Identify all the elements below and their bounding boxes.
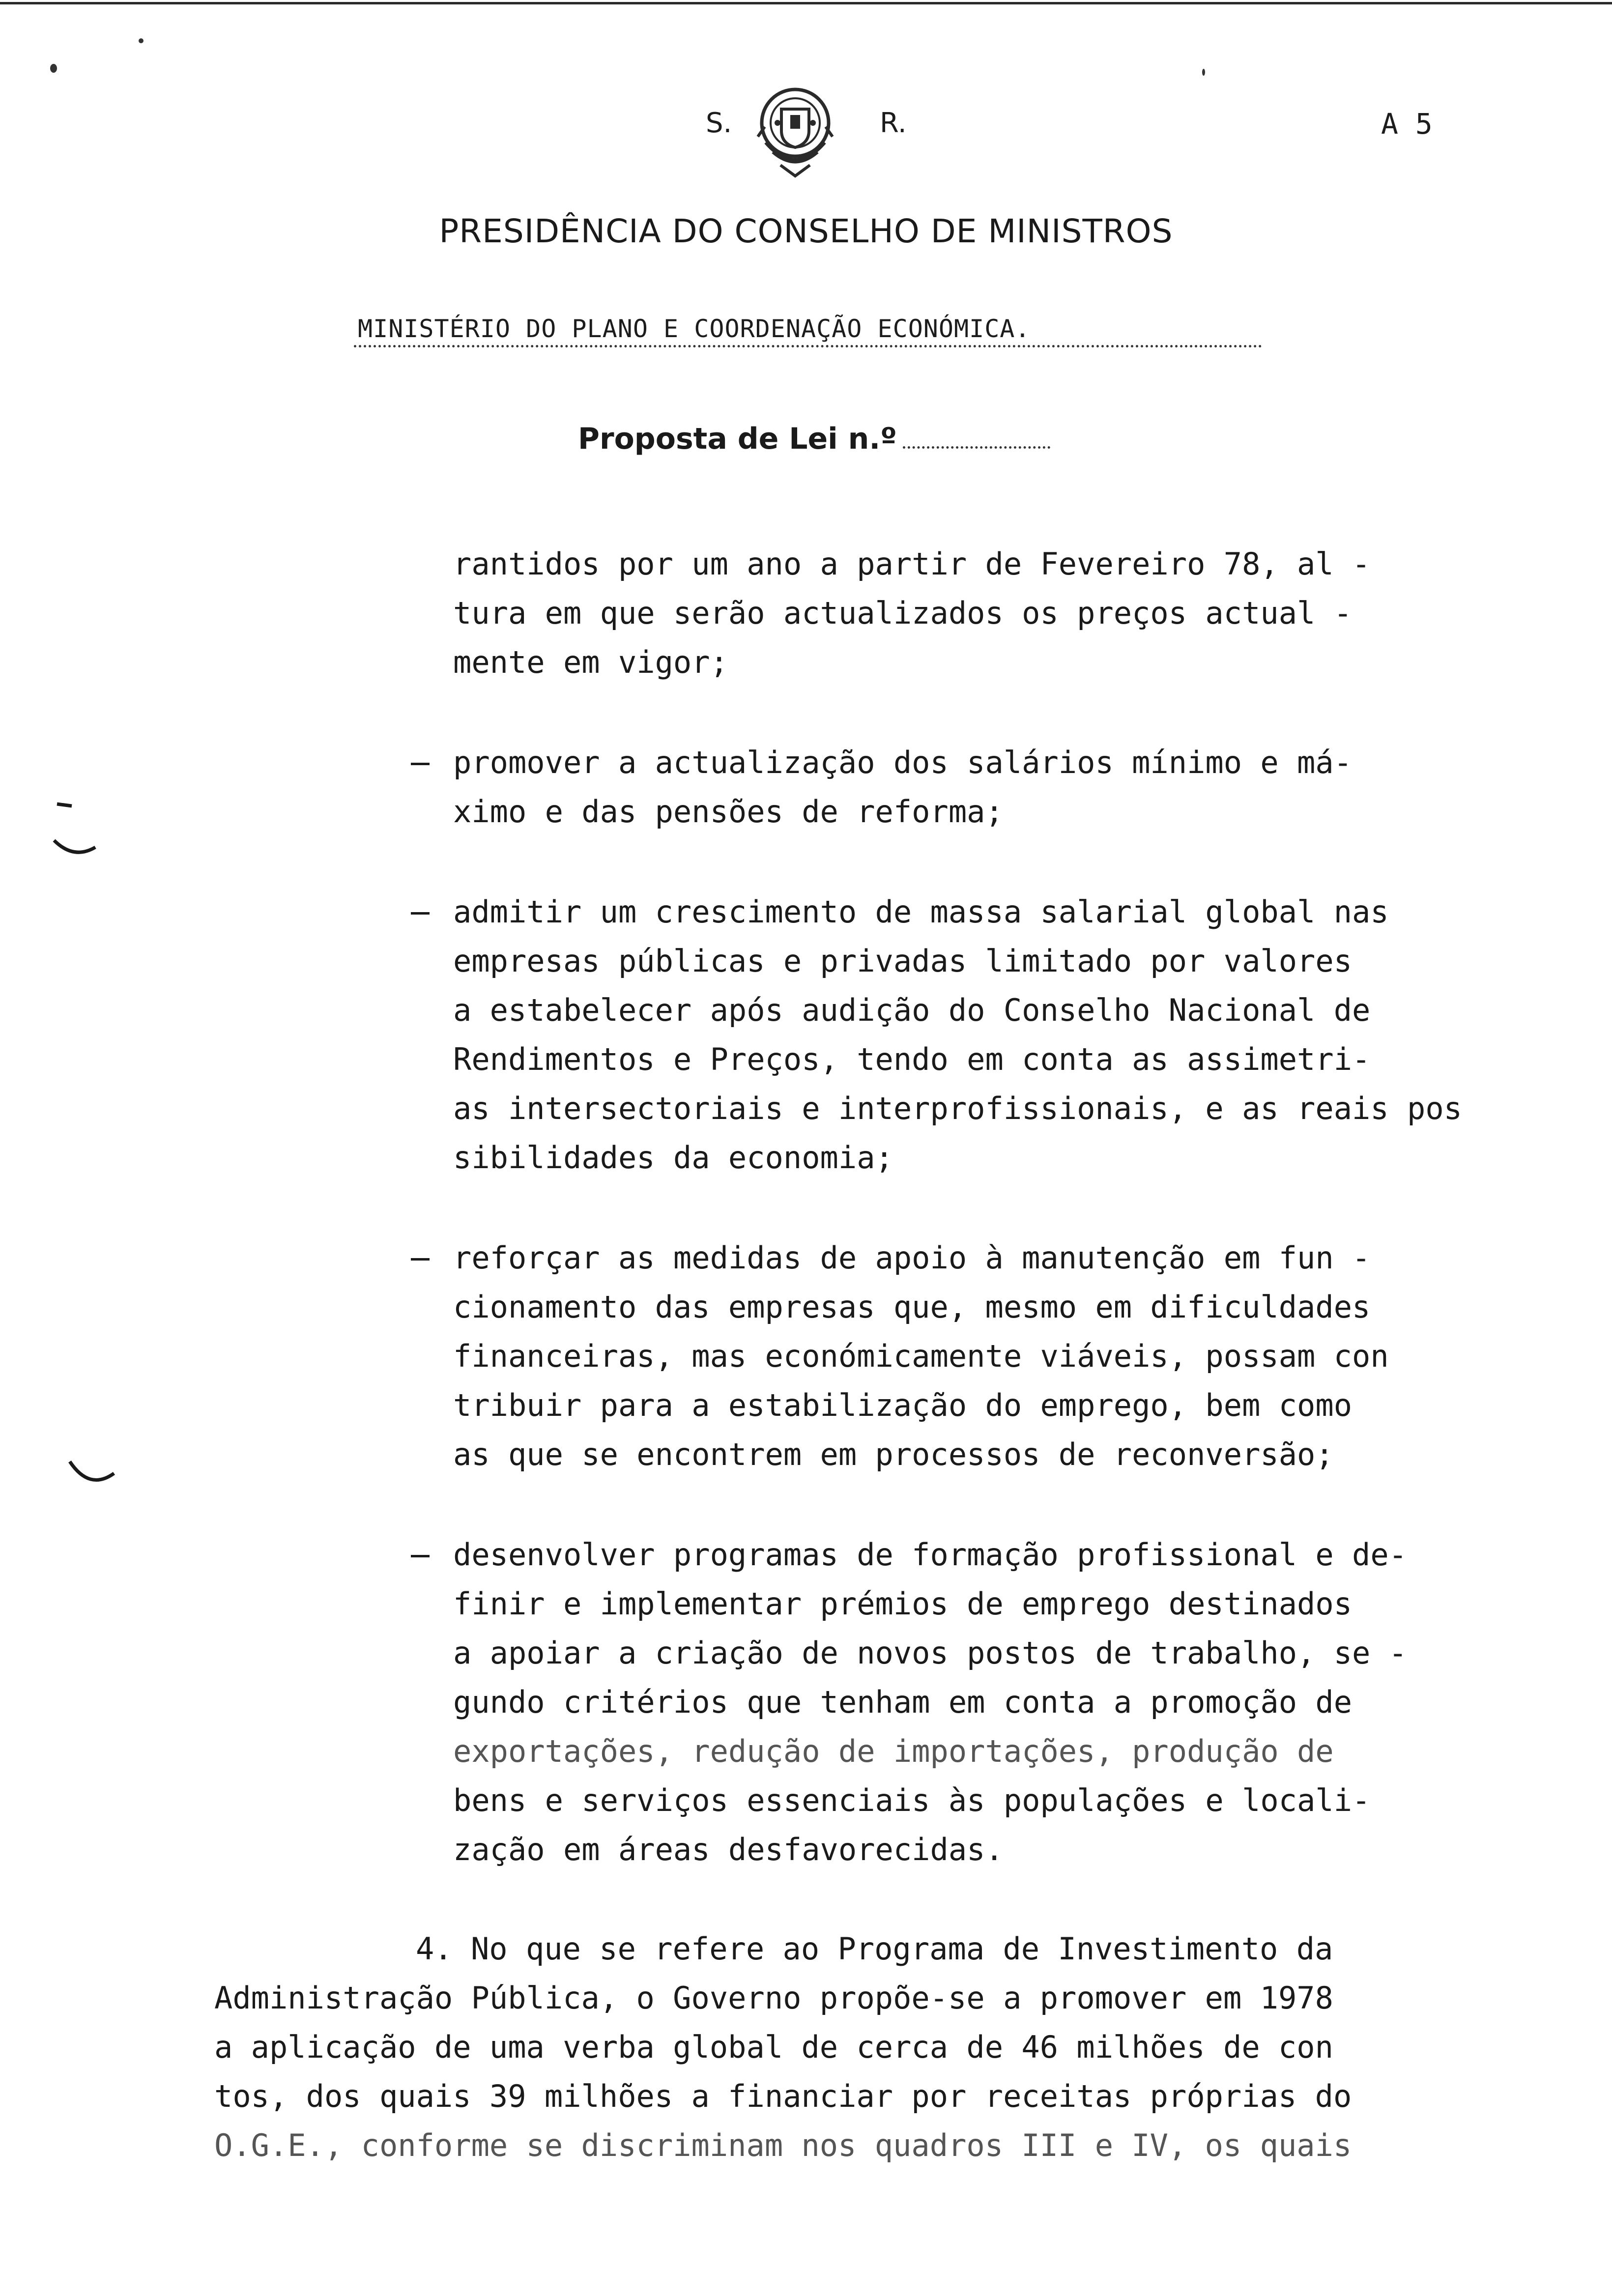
bullet-dash [411, 1258, 430, 1261]
presidency-heading: PRESIDÊNCIA DO CONSELHO DE MINISTROS [439, 212, 1173, 250]
bullet-2-line: Rendimentos e Preços, tendo em conta as assimetri- [453, 1041, 1371, 1077]
continuation-line: mente em vigor; [453, 644, 728, 680]
bullet-3-line: tribuir para a estabilização do emprego, bem como [453, 1387, 1353, 1423]
bullet-3-line: as que se encontrem em processos de reconversão; [453, 1436, 1334, 1472]
bullet-2-line: a estabelecer após audição do Conselho Nacional de [453, 992, 1371, 1028]
proposta-de-lei-label [578, 422, 1050, 456]
bullet-4-line: finir e implementar prémios de emprego destinados [453, 1586, 1353, 1622]
bullet-2-line: empresas públicas e privadas limitado por valores [453, 943, 1353, 979]
bullet-2-line: as intersectoriais e interprofissionais, e as reais pos [453, 1091, 1462, 1126]
punch-hole-mark-icon [67, 1455, 121, 1504]
bullet-3-line: cionamento das empresas que, mesmo em dificuldades [453, 1289, 1371, 1325]
paragraph-4-line: tos, dos quais 39 milhões a financiar por receitas próprias do [214, 2078, 1352, 2114]
proposta-text: Proposta de Lei n.º [578, 422, 897, 456]
continuation-line: tura em que serão actualizados os preços actual - [453, 595, 1353, 631]
bullet-4-line: gundo critérios que tenham em conta a promoção de [453, 1684, 1353, 1720]
bullet-4-line: a apoiar a criação de novos postos de trabalho, se - [453, 1635, 1408, 1671]
paragraph-4-line: a aplicação de uma verba global de cerca de 46 milhões de con [214, 2029, 1333, 2065]
ministry-heading: MINISTÉRIO DO PLANO E COORDENAÇÃO ECONÓMICA. [354, 315, 1262, 347]
bullet-4-line: desenvolver programas de formação profissional e de- [453, 1537, 1408, 1573]
bullet-4-line: exportações, redução de importações, produção de [453, 1733, 1334, 1769]
bullet-4-line: zação em áreas desfavorecidas. [453, 1832, 1004, 1867]
paragraph-4-first-line: 4. No que se refere ao Programa de Investimento da [416, 1931, 1333, 1967]
bullet-2-line: admitir um crescimento de massa salarial global nas [453, 894, 1389, 930]
page-identifier: A 5 [1381, 107, 1433, 141]
continuation-line: rantidos por um ano a partir de Fevereiro 78, al - [453, 546, 1371, 582]
bullet-1-line: ximo e das pensões de reforma; [453, 794, 1004, 830]
bullet-3-line: financeiras, mas económicamente viáveis, possam con [453, 1338, 1389, 1374]
punch-hole-mark-icon [47, 796, 101, 870]
bullet-2-line: sibilidades da economia; [453, 1140, 893, 1176]
top-edge-rule [0, 2, 1612, 4]
margin-speck [1202, 69, 1205, 76]
proposta-number-blank [903, 444, 1050, 449]
bullet-dash [411, 763, 430, 765]
margin-speck [50, 64, 57, 73]
bullet-dash [411, 1555, 430, 1557]
paragraph-4-line: O.G.E., conforme se discriminam nos quadros III e IV, os quais [214, 2127, 1352, 2163]
margin-speck [139, 38, 144, 43]
bullet-1-line: promover a actualização dos salários mínimo e má- [453, 745, 1353, 780]
paragraph-4-line: Administração Pública, o Governo propõe-se a promover em 1978 [214, 1980, 1333, 2016]
seal-right-letter: R. [880, 107, 907, 139]
coat-of-arms-seal-icon [736, 74, 854, 192]
seal-left-letter: S. [706, 107, 732, 139]
bullet-4-line: bens e serviços essenciais às populações e locali- [453, 1782, 1371, 1818]
bullet-dash [411, 912, 430, 915]
bullet-3-line: reforçar as medidas de apoio à manutenção em fun - [453, 1240, 1371, 1276]
